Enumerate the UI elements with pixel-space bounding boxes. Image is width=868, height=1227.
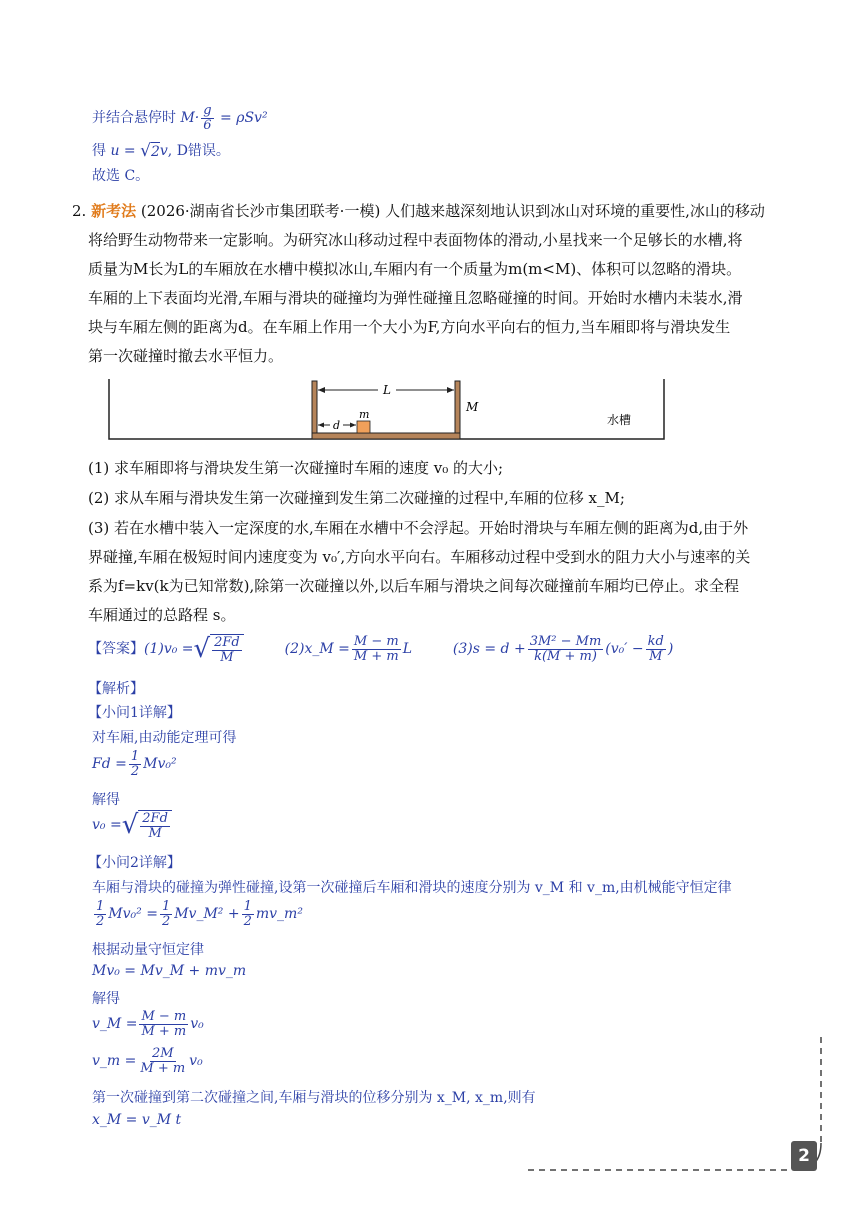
sub-question-3: (3) 若在水槽中装入一定深度的水,车厢在水槽中不会浮起。开始时滑块与车厢左侧的距离为d,由于外 xyxy=(88,519,749,537)
frac-num: 2M xyxy=(151,1046,174,1061)
fraction xyxy=(140,812,170,840)
p2-line-1: 车厢与滑块的碰撞为弹性碰撞,设第一次碰撞后车厢和滑块的速度分别为 v_M 和 v_m,由机械能守恒定律 xyxy=(92,880,732,896)
frac-num: 1 xyxy=(130,749,140,764)
sub-question-3-cont: 界碰撞,车厢在极短时间内速度变为 v₀′,方向水平向右。车厢移动过程中受到水的阻力大小与速率的关 xyxy=(88,548,751,566)
math: L xyxy=(402,641,412,658)
frac-den: M + m xyxy=(141,1023,187,1039)
car-floor xyxy=(312,433,460,439)
frac-num: 2Fd xyxy=(214,635,240,650)
text: 得 xyxy=(92,143,106,159)
frac-num: 3M² − Mm xyxy=(529,634,602,649)
frac-num: M − m xyxy=(141,1009,187,1024)
frac-den: M + m xyxy=(353,648,399,664)
label-tank: 水槽 xyxy=(607,413,632,427)
p1-equation xyxy=(92,750,177,778)
label-m: m xyxy=(359,408,370,421)
math: (1)v₀ = xyxy=(144,641,194,658)
p1-v0 xyxy=(92,810,172,840)
problem-line-2: 将给野生动物带来一定影响。为研究冰山移动过程中表面物体的滑动,小星找来一个足够长的水槽,将 xyxy=(88,231,743,249)
arrowhead xyxy=(318,423,324,428)
frac-num: 1 xyxy=(161,899,171,914)
math: Mv_M² + xyxy=(174,906,240,923)
answer-label: 【答案】 xyxy=(88,641,144,658)
fraction xyxy=(528,635,604,663)
p2-line-3: 第一次碰撞到第二次碰撞之间,车厢与滑块的位移分别为 x_M, x_m,则有 xyxy=(92,1090,536,1106)
math: Fd = xyxy=(92,756,127,773)
fraction xyxy=(352,635,401,663)
math: u = xyxy=(110,143,141,159)
part1-label: 【小问1详解】 xyxy=(88,705,181,721)
fraction xyxy=(94,900,106,928)
p1-solve: 解得 xyxy=(92,792,120,808)
sqrt: √ $\frac{2Fd}{M}$ xyxy=(122,810,172,840)
sub-question-1: (1) 求车厢即将与滑块发生第一次碰撞时车厢的速度 v₀ 的大小; xyxy=(88,459,504,477)
problem-line-1 xyxy=(72,200,765,221)
sub-question-2: (2) 求从车厢与滑块发生第一次碰撞到发生第二次碰撞的过程中,车厢的位移 x_M; xyxy=(88,489,625,507)
fraction xyxy=(129,750,141,778)
slider-block xyxy=(357,421,370,433)
frac-den: M xyxy=(148,825,162,841)
fraction xyxy=(242,900,254,928)
math: Mv₀² xyxy=(143,756,177,773)
frac-den: M xyxy=(649,648,663,664)
sub-question-3-cont: 系为f=kv(k为已知常数),除第一次碰撞以外,以后车厢与滑块之间每次碰撞前车厢均已停止。求全程 xyxy=(88,577,740,595)
frac-num: kd xyxy=(647,634,664,649)
frac-den: 2 xyxy=(243,913,252,929)
frac-num: 1 xyxy=(96,899,105,914)
text: (2026·湖南省长沙市集团联考·一模) 人们越来越深刻地认识到冰山对环境的重要性,冰山的移动 xyxy=(140,202,765,220)
car-left-wall xyxy=(312,381,317,439)
frac-den: M + m xyxy=(140,1060,186,1076)
fraction xyxy=(201,104,213,132)
label-L: L xyxy=(383,383,391,397)
new-tag: 新考法 xyxy=(91,202,137,220)
math: mv_m² xyxy=(255,906,303,923)
frac-num: g xyxy=(203,103,212,118)
top-line-3: 故选 C。 xyxy=(92,168,150,184)
math: (3)s = d + xyxy=(452,641,526,658)
arrowhead xyxy=(350,423,356,428)
math: v xyxy=(159,143,168,159)
frac-den: 2 xyxy=(161,913,171,929)
arrowhead xyxy=(318,387,325,393)
top-line-1 xyxy=(92,104,268,132)
tank-figure xyxy=(100,375,680,445)
math: v_M = xyxy=(92,1016,138,1033)
math: = ρSv² xyxy=(220,110,268,127)
frac-den: M xyxy=(220,649,234,665)
frac-num: M − m xyxy=(353,634,399,649)
fraction xyxy=(646,635,666,663)
label-M: M xyxy=(466,400,479,414)
problem-line-5: 块与车厢左侧的距离为d。在车厢上作用一个大小为F,方向水平向右的恒力,当车厢即将与滑块发生 xyxy=(88,318,731,336)
frac-den: 2 xyxy=(130,763,140,779)
arrowhead xyxy=(447,387,454,393)
text: 并结合悬停时 xyxy=(92,110,176,127)
car-right-wall xyxy=(455,381,460,439)
problem-line-3: 质量为M长为L的车厢放在水槽中模拟冰山,车厢内有一个质量为m(m<M)、体积可以忽略的滑块。 xyxy=(88,260,742,278)
math: (2)x_M = xyxy=(284,641,350,658)
p2-xM: x_M = v_M t xyxy=(92,1112,182,1128)
p2-vM xyxy=(92,1010,204,1038)
fraction xyxy=(139,1010,188,1038)
label-d: d xyxy=(333,419,341,432)
p2-vm xyxy=(92,1047,203,1075)
fraction xyxy=(160,900,172,928)
frac-den: k(M + m) xyxy=(534,648,597,664)
problem-number: 2. xyxy=(72,202,87,220)
frac-num: 1 xyxy=(243,899,252,914)
page-number: 2 xyxy=(791,1141,817,1171)
problem-line-4: 车厢的上下表面均光滑,车厢与滑块的碰撞均为弹性碰撞且忽略碰撞的时间。开始时水槽内未装水,滑 xyxy=(88,289,743,307)
math: v₀ xyxy=(189,1053,203,1070)
math: Mv₀² = xyxy=(108,906,158,923)
top-line-2 xyxy=(92,140,230,160)
math: v_m = xyxy=(92,1053,137,1070)
math: v₀ xyxy=(190,1016,204,1033)
sub-question-3-cont: 车厢通过的总路程 s。 xyxy=(88,606,236,624)
frac-den: 2 xyxy=(96,913,105,929)
p2-momentum: Mv₀ = Mv_M + mv_m xyxy=(92,963,247,979)
p1-line: 对车厢,由动能定理可得 xyxy=(92,730,237,746)
math: (v₀′ − xyxy=(605,641,644,658)
p2-energy xyxy=(92,900,303,928)
sqrt: √ 2 xyxy=(140,140,160,161)
text: , D错误。 xyxy=(167,143,230,159)
frac-den: 6 xyxy=(203,117,212,133)
p2-line-2: 根据动量守恒定律 xyxy=(92,942,204,958)
part2-label: 【小问2详解】 xyxy=(88,855,181,871)
math: M· xyxy=(180,110,200,127)
fraction xyxy=(212,636,242,664)
sqrt: √ $\frac{2Fd}{M}$ xyxy=(194,634,244,664)
analysis-label: 【解析】 xyxy=(88,681,144,697)
sqrt-content: 2 xyxy=(150,144,160,160)
problem-line-6: 第一次碰撞时撤去水平恒力。 xyxy=(88,347,284,365)
answer-line xyxy=(88,634,673,664)
page-corner-decoration xyxy=(520,1035,830,1175)
p2-solve: 解得 xyxy=(92,991,120,1007)
frac-num: 2Fd xyxy=(142,811,168,826)
math: ) xyxy=(667,641,674,658)
math: v₀ = xyxy=(92,817,122,834)
fraction xyxy=(138,1047,187,1075)
